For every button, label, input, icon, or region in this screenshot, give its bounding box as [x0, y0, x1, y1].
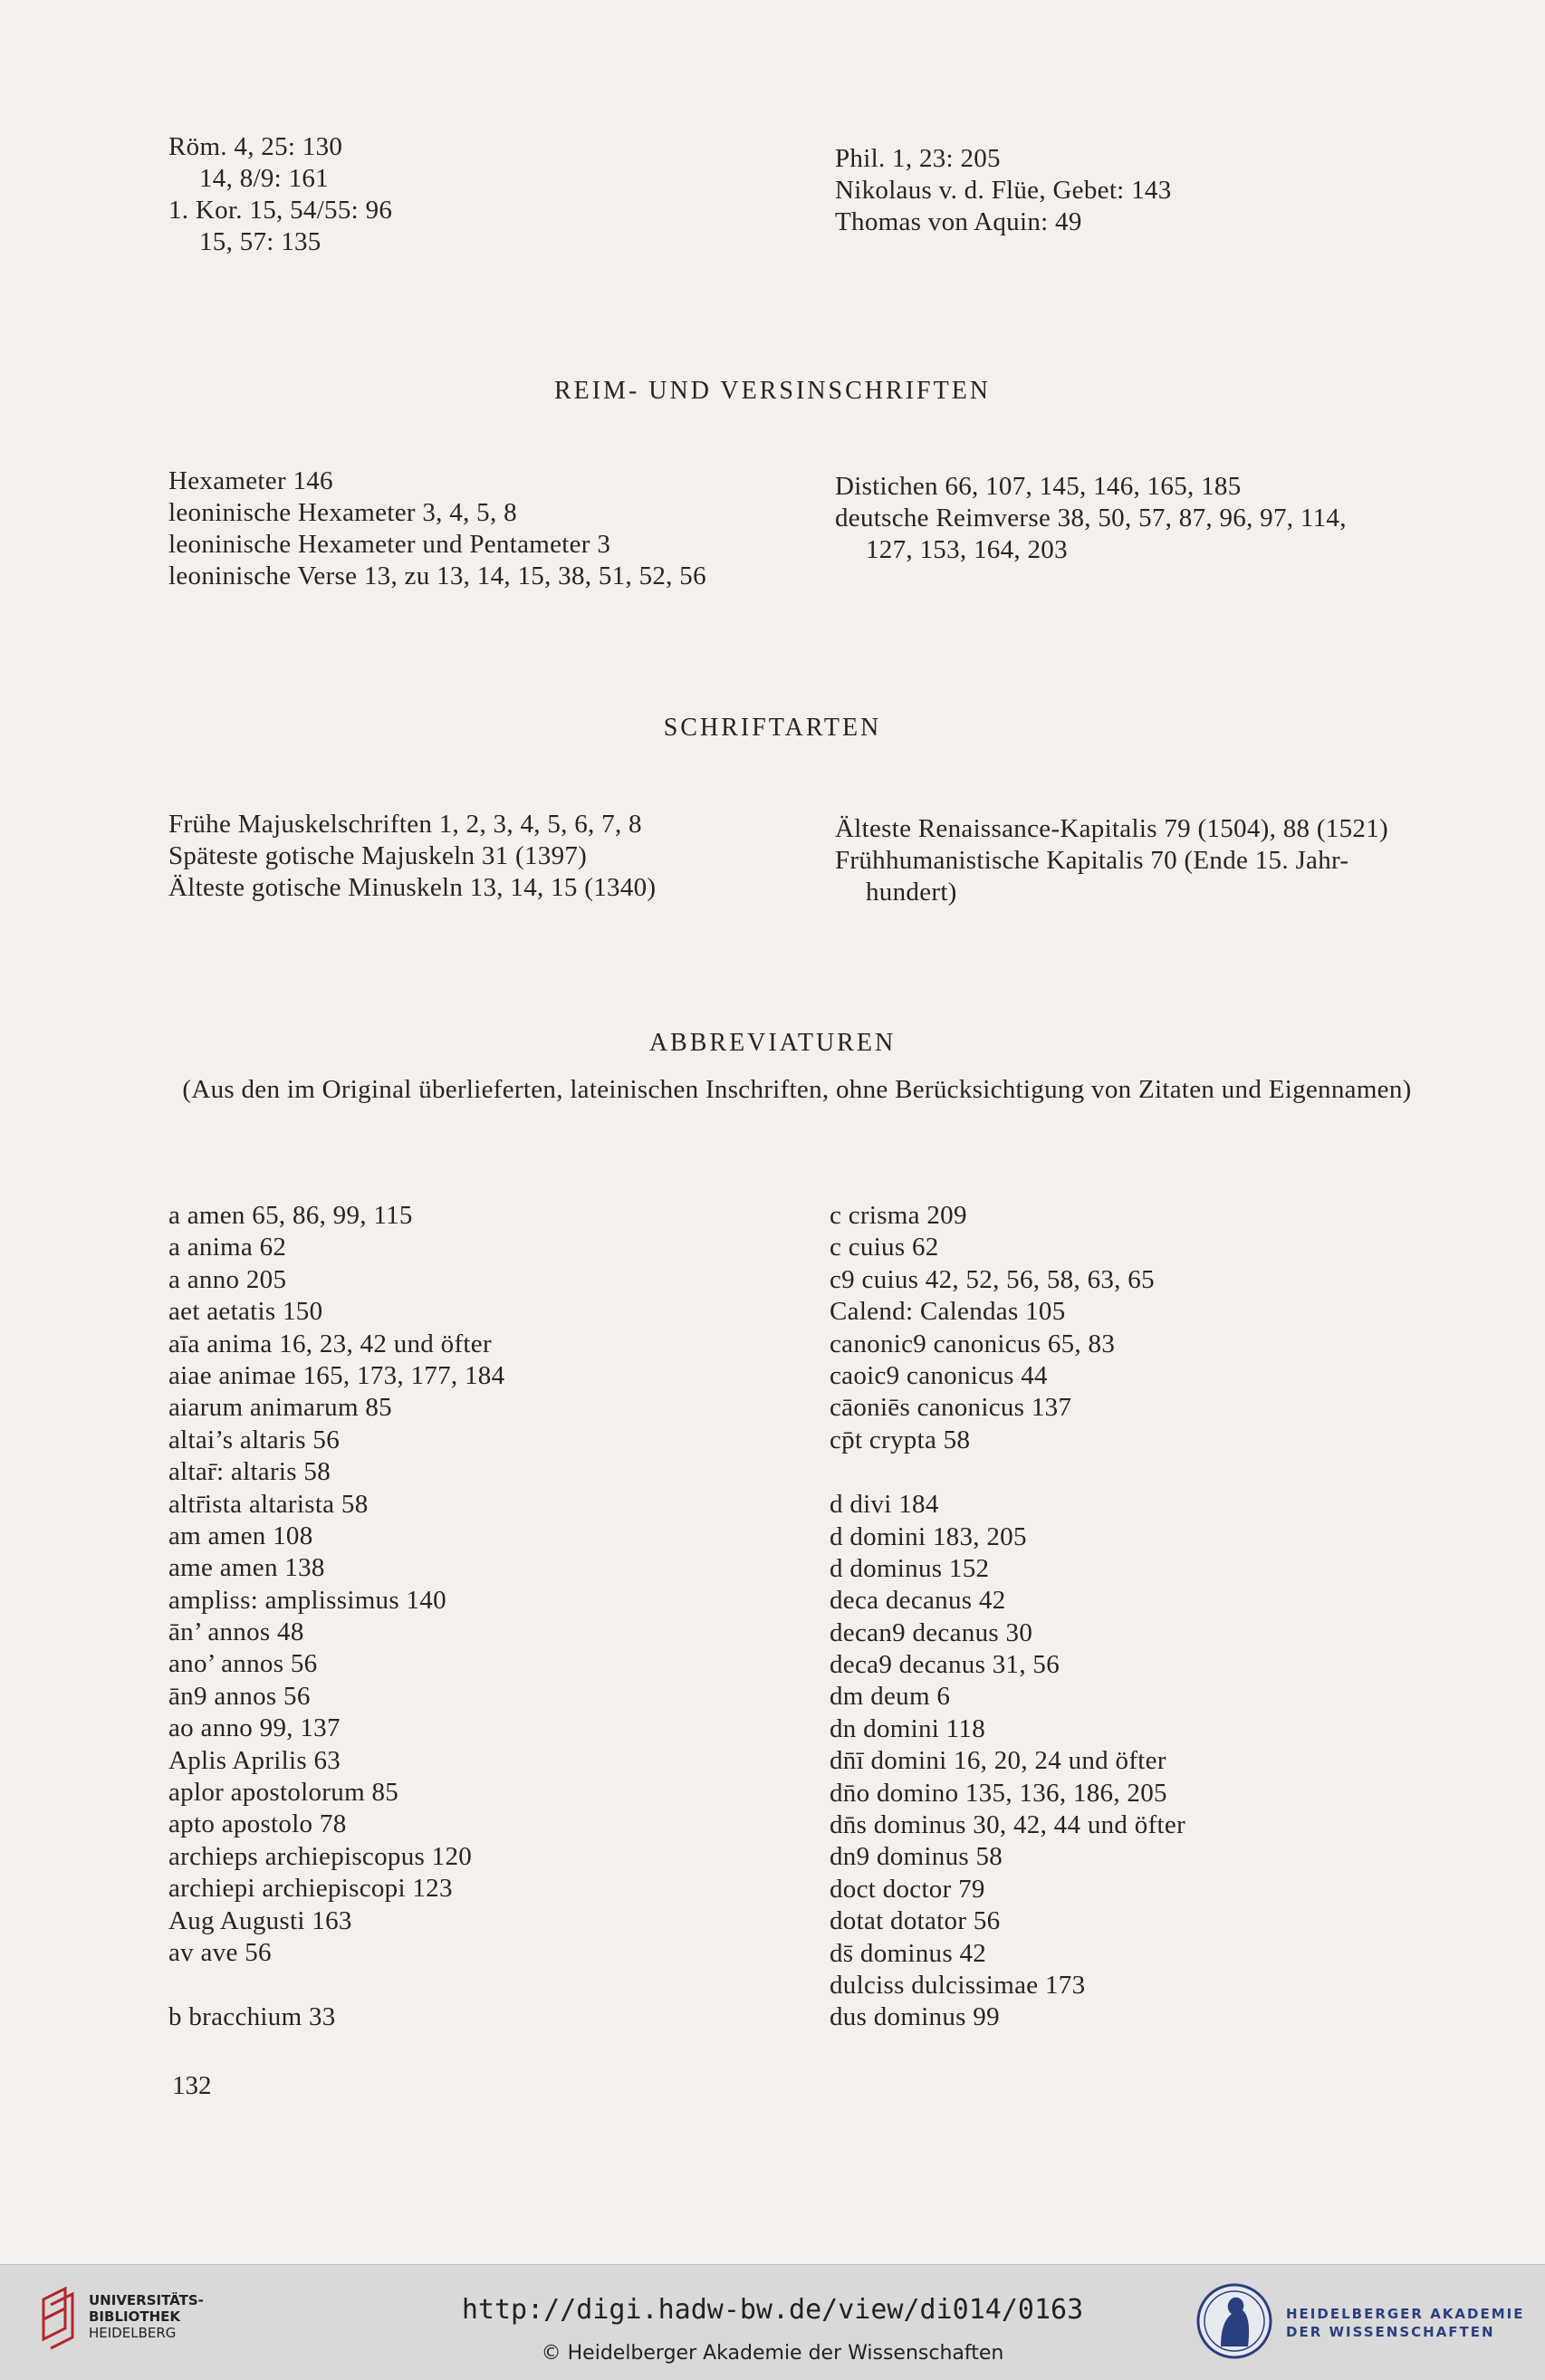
- abbreviation-entry: ān’ annos 48: [168, 1617, 304, 1647]
- abbreviation-entry: aiae animae 165, 173, 177, 184: [168, 1360, 505, 1390]
- abbreviation-entry: dotat dotator 56: [830, 1906, 1001, 1936]
- abbreviation-entry: Calend: Calendas 105: [830, 1297, 1066, 1327]
- abbreviation-entry: dn domini 118: [830, 1713, 985, 1743]
- index-entry: Röm. 4, 25: 130: [168, 132, 343, 161]
- source-url-link[interactable]: http://digi.hadw-bw.de/view/di014/0163: [461, 2294, 1084, 2326]
- index-entry: Älteste gotische Minuskeln 13, 14, 15 (1340): [168, 873, 657, 902]
- index-entry: Älteste Renaissance-Kapitalis 79 (1504), 88 (1521): [835, 814, 1388, 843]
- abbreviation-entry: apto apostolo 78: [168, 1809, 347, 1839]
- section-heading-reim: REIM- UND VERSINSCHRIFTEN: [553, 377, 992, 405]
- academy-name-line: DER WISSENSCHAFTEN: [1286, 2324, 1495, 2340]
- schrift-list-left: [168, 809, 656, 904]
- abbreviation-entry: aiarum animarum 85: [168, 1393, 392, 1423]
- abbreviation-entry: dm deum 6: [830, 1682, 951, 1712]
- abbreviation-entry: aīa anima 16, 23, 42 und öfter: [168, 1329, 492, 1358]
- abbreviation-entry: dn9 dominus 58: [830, 1842, 1003, 1872]
- academy-seal-icon: [1194, 2276, 1275, 2366]
- index-entry: 15, 57: 135: [199, 227, 321, 256]
- index-entry: Distichen 66, 107, 145, 146, 165, 185: [835, 472, 1242, 501]
- abbreviation-entry: a anno 205: [168, 1264, 287, 1294]
- library-name-line: UNIVERSITÄTS-: [89, 2292, 204, 2308]
- library-name-line: BIBLIOTHEK: [89, 2308, 180, 2325]
- abbreviation-entry: am amen 108: [168, 1521, 313, 1550]
- abbreviation-entry: decan9 decanus 30: [830, 1617, 1033, 1647]
- abbreviation-entry: d dominus 152: [830, 1553, 990, 1583]
- index-entry: 14, 8/9: 161: [199, 164, 329, 193]
- abbreviation-entry: c cuius 62: [830, 1233, 939, 1262]
- list-spacer: [168, 1969, 504, 2001]
- section-heading-schriftarten: SCHRIFTARTEN: [663, 714, 882, 742]
- abbreviation-entry: b bracchium 33: [168, 2002, 336, 2032]
- abbreviation-entry: dulciss dulcissimae 173: [830, 1970, 1086, 2000]
- abbreviation-entry: c9 cuius 42, 52, 56, 58, 63, 65: [830, 1264, 1155, 1294]
- index-entry: leoninische Hexameter 3, 4, 5, 8: [168, 498, 517, 527]
- abbreviation-entry: c crisma 209: [830, 1201, 967, 1230]
- abbreviation-entry: a anima 62: [168, 1233, 287, 1262]
- abbreviation-entry: archiepi archiepiscopi 123: [168, 1874, 453, 1904]
- index-entry: 127, 153, 164, 203: [866, 535, 1068, 564]
- index-entry: leoninische Hexameter und Pentameter 3: [168, 530, 611, 559]
- abbreviation-entry: altai’s altaris 56: [168, 1425, 341, 1454]
- abbreviation-entry: ds̄ dominus 42: [830, 1938, 987, 1968]
- abbreviation-entry: dn̄o domino 135, 136, 186, 205: [830, 1778, 1167, 1808]
- abbreviation-entry: canonic9 canonicus 65, 83: [830, 1329, 1116, 1358]
- abbreviation-entry: aplor apostolorum 85: [168, 1778, 399, 1808]
- abbreviation-entry: cāoniēs canonicus 137: [830, 1393, 1072, 1423]
- abbreviation-entry: doct doctor 79: [830, 1874, 985, 1904]
- abbreviation-entry: dn̄ī domini 16, 20, 24 und öfter: [830, 1746, 1166, 1776]
- abbreviation-note: (Aus den im Original überlieferten, lateinischen Inschriften, ohne Berücksichtigung von Zitaten und Eigennamen): [182, 1075, 1412, 1104]
- citation-list-right: [835, 143, 1172, 238]
- page-number: 132: [172, 2071, 212, 2100]
- abbreviation-list-left: [168, 1200, 504, 2034]
- academy-name-line: HEIDELBERGER AKADEMIE: [1286, 2306, 1525, 2322]
- abbreviation-entry: cp̄t crypta 58: [830, 1425, 971, 1454]
- citation-list-left: [168, 131, 392, 258]
- abbreviation-entry: av ave 56: [168, 1937, 272, 1967]
- index-entry: leoninische Verse 13, zu 13, 14, 15, 38, 51, 52, 56: [168, 561, 706, 590]
- index-entry: 1. Kor. 15, 54/55: 96: [168, 196, 393, 225]
- abbreviation-entry: ame amen 138: [168, 1553, 325, 1583]
- reim-list-right: [835, 471, 1347, 566]
- index-entry: Thomas von Aquin: 49: [835, 207, 1082, 236]
- index-entry: deutsche Reimverse 38, 50, 57, 87, 96, 97, 114,: [835, 504, 1347, 533]
- abbreviation-list-right: [830, 1200, 1185, 2034]
- abbreviation-entry: altr̄ista altarista 58: [168, 1489, 369, 1519]
- index-entry: Frühe Majuskelschriften 1, 2, 3, 4, 5, 6, 7, 8: [168, 810, 642, 839]
- index-entry: Nikolaus v. d. Flüe, Gebet: 143: [835, 176, 1172, 205]
- abbreviation-entry: archieps archiepiscopus 120: [168, 1841, 473, 1871]
- abbreviation-entry: ān9 annos 56: [168, 1681, 311, 1711]
- abbreviation-entry: ao anno 99, 137: [168, 1713, 341, 1743]
- abbreviation-entry: altar̄: altaris 58: [168, 1457, 331, 1487]
- academy-name: [1286, 2305, 1525, 2341]
- abbreviation-entry: d divi 184: [830, 1490, 939, 1520]
- abbreviation-entry: deca9 decanus 31, 56: [830, 1650, 1060, 1680]
- index-entry: Phil. 1, 23: 205: [835, 144, 1001, 173]
- section-heading-abbreviaturen: ABBREVIATUREN: [648, 1029, 897, 1057]
- abbreviation-entry: Aug Augusti 163: [168, 1905, 352, 1935]
- abbreviation-entry: dus dominus 99: [830, 2002, 1000, 2032]
- footer-bar: [0, 2264, 1545, 2380]
- index-entry: Hexameter 146: [168, 466, 333, 495]
- index-entry: hundert): [866, 878, 957, 907]
- abbreviation-entry: d domini 183, 205: [830, 1521, 1027, 1551]
- abbreviation-entry: ano’ annos 56: [168, 1649, 318, 1679]
- schrift-list-right: [835, 813, 1388, 908]
- reim-list-left: [168, 465, 706, 592]
- index-entry: Späteste gotische Majuskeln 31 (1397): [168, 841, 588, 870]
- abbreviation-entry: a amen 65, 86, 99, 115: [168, 1201, 413, 1230]
- abbreviation-entry: ampliss: amplissimus 140: [168, 1585, 446, 1615]
- list-spacer: [830, 1456, 1185, 1489]
- copyright-notice: © Heidelberger Akademie der Wissenschaften: [541, 2342, 1004, 2365]
- abbreviation-entry: deca decanus 42: [830, 1586, 1006, 1616]
- library-name-line: HEIDELBERG: [89, 2325, 177, 2341]
- abbreviation-entry: Aplis Aprilis 63: [168, 1745, 341, 1775]
- index-entry: Frühhumanistische Kapitalis 70 (Ende 15. Jahr-: [835, 846, 1349, 875]
- abbreviation-entry: caoic9 canonicus 44: [830, 1360, 1048, 1390]
- abbreviation-entry: dn̄s dominus 30, 42, 44 und öfter: [830, 1810, 1186, 1840]
- abbreviation-entry: aet aetatis 150: [168, 1297, 323, 1327]
